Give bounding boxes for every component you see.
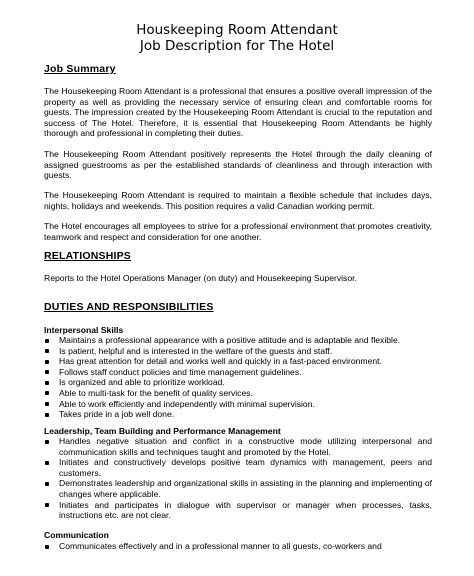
list-item xyxy=(44,436,432,457)
list-item xyxy=(44,346,432,357)
list-item-text: Able to multi-task for the benefit of quality services. xyxy=(59,387,253,398)
list-item-text: Is patient, helpful and is interested in the welfare of the guests and staff. xyxy=(59,345,333,356)
bullet-icon xyxy=(45,349,49,353)
job-summary-paragraph: The Housekeeping Room Attendant positively represents the Hotel through the daily cleaning of assigned guestrooms as per the established standards of cleanliness and through interaction with guests. xyxy=(44,149,432,181)
leadership-title: Leadership, Team Building and Performance Management xyxy=(44,426,281,436)
list-item xyxy=(44,500,432,521)
bullet-icon xyxy=(45,391,49,395)
bullet-icon xyxy=(45,461,49,465)
list-item xyxy=(44,377,432,388)
list-item xyxy=(44,541,432,552)
list-item-text: Is organized and able to prioritize workload. xyxy=(59,377,225,388)
list-item xyxy=(44,388,432,399)
communication-list xyxy=(44,541,432,552)
bullet-icon xyxy=(45,503,49,507)
list-item-text: Able to work efficiently and independently with minimal supervision. xyxy=(59,398,315,409)
list-item-text: Handles negative situation and conflict in a constructive mode utilizing interpersonal and communication skills and techniques taught and promoted by the Hotel. xyxy=(59,436,432,457)
list-item xyxy=(44,356,432,367)
job-summary-paragraph: The Hotel encourages all employees to strive for a professional environment that promotes creativity, teamwork and respect and consideration for one another. xyxy=(44,221,432,242)
list-item-text: Communicates effectively and in a professional manner to all guests, co-workers and xyxy=(59,541,382,551)
bullet-icon xyxy=(45,482,49,486)
list-item-text: Follows staff conduct policies and time management guidelines. xyxy=(59,366,302,377)
bullet-icon xyxy=(45,381,49,385)
document-subtitle: Job Description for The Hotel xyxy=(139,38,335,54)
bullet-icon xyxy=(45,545,49,549)
list-item xyxy=(44,335,432,346)
list-item-text: Maintains a professional appearance with a positive attitude and is adaptable and flexible. xyxy=(59,335,401,345)
list-item xyxy=(44,478,432,499)
bullet-icon xyxy=(45,440,49,444)
bullet-icon xyxy=(45,370,49,374)
list-item xyxy=(44,367,432,378)
interpersonal-skills-list xyxy=(44,335,432,420)
job-summary-paragraph: The Housekeeping Room Attendant is a professional that ensures a positive overall impression of the property as well as providing the necessary service of ensuring clean and comfortable rooms for guests. The impression created by the Housekeeping Room Attendant is crucial to the reputation and success of The Hotel. Therefore, it is essential that Housekeeping Room Attendants be highly thorough and professional in completing their duties. xyxy=(44,86,432,139)
duties-heading: DUTIES AND RESPONSIBILITIES xyxy=(44,301,214,313)
job-summary-heading: Job Summary xyxy=(44,63,116,75)
bullet-icon xyxy=(45,339,49,343)
list-item-text: Initiates and participates in dialogue with supervisor or manager when processes, tasks, instructions etc. are not clear. xyxy=(59,499,432,521)
relationships-text: Reports to the Hotel Operations Manager (on duty) and Housekeeping Supervisor. xyxy=(44,273,357,283)
job-summary-paragraph: The Housekeeping Room Attendant is required to maintain a flexible schedule that includes days, nights, holidays and weekends. This position requires a valid Canadian working permit. xyxy=(44,190,432,211)
communication-title: Communication xyxy=(44,530,109,540)
list-item-text: Initiates and constructively develops positive team dynamics with management, peers and customers. xyxy=(59,457,432,478)
relationships-heading: RELATIONSHIPS xyxy=(44,250,131,262)
interpersonal-skills-title: Interpersonal Skills xyxy=(44,325,124,335)
document-title: Houskeeping Room Attendant xyxy=(136,22,338,38)
list-item xyxy=(44,457,432,478)
list-item-text: Takes pride in a job well done. xyxy=(59,409,175,420)
bullet-icon xyxy=(45,413,49,417)
list-item xyxy=(44,409,432,420)
leadership-list xyxy=(44,436,432,521)
bullet-icon xyxy=(45,360,49,364)
bullet-icon xyxy=(45,402,49,406)
list-item-text: Demonstrates leadership and organizational skills in assisting in the planning and implementing of changes where applicable. xyxy=(59,478,432,499)
list-item xyxy=(44,399,432,410)
list-item-text: Has great attention for detail and works well and quickly in a fast-paced environment. xyxy=(59,356,382,367)
